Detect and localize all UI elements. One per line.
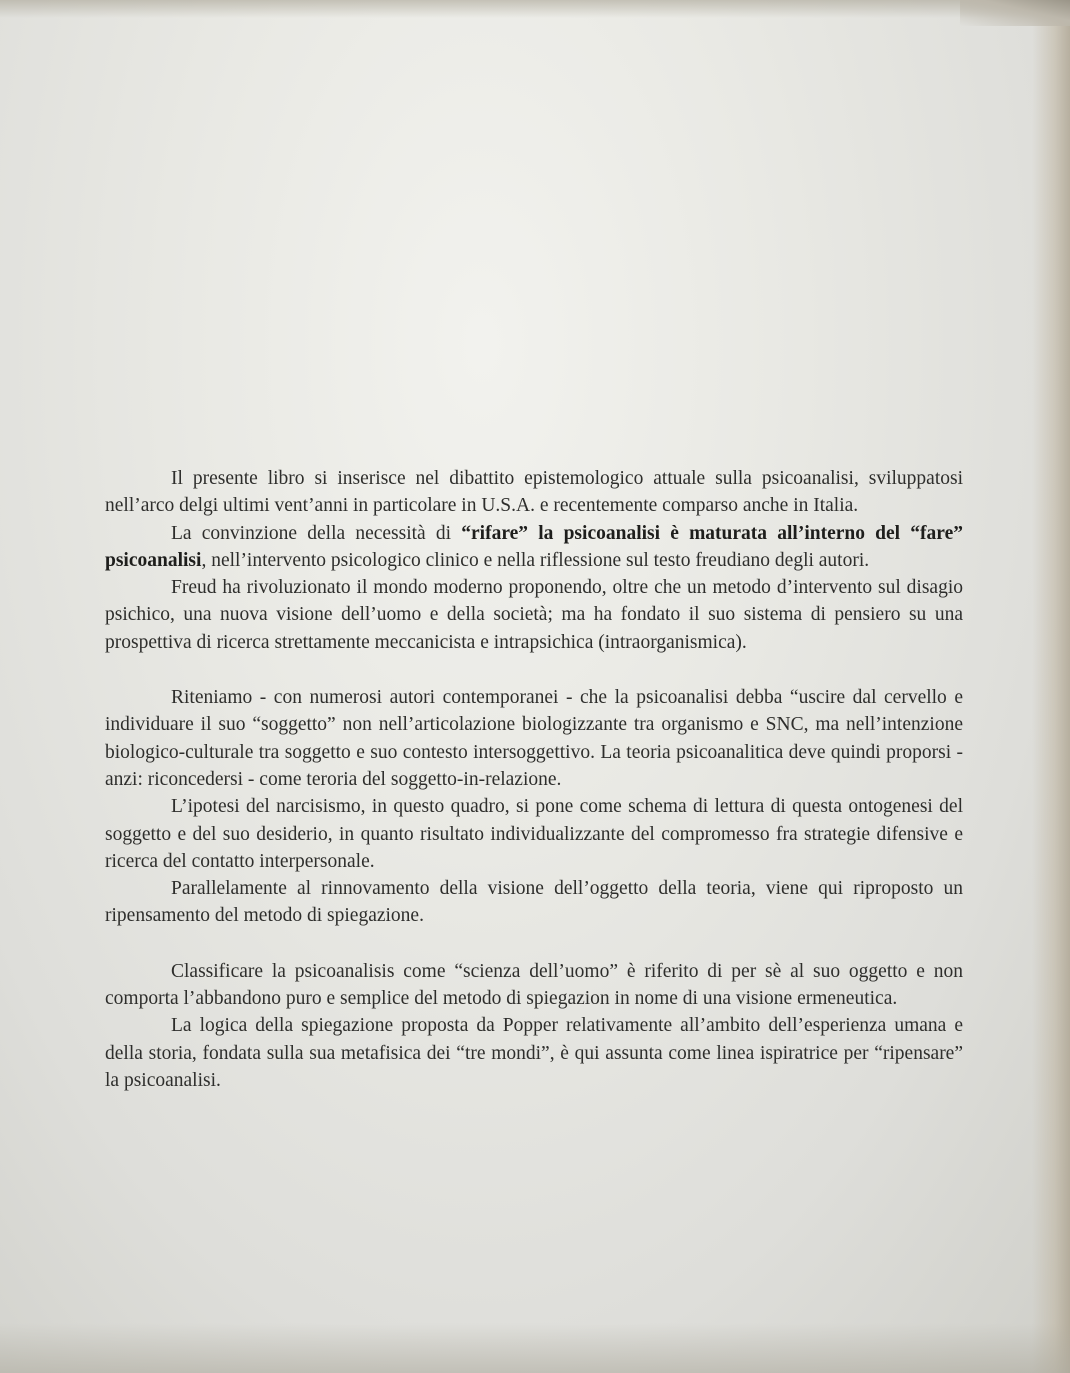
blurb-text [105, 465, 963, 1094]
paragraph-8: La logica della spiegazione proposta da Popper relativamente all’ambito dell’esperienza umana e della storia, fondata sulla sua metafisica dei “tre mondi”, è qui assunta come linea ispiratrice per “ripensare” la psicoanalisi. [105, 1015, 963, 1091]
paragraph-3: Freud ha rivoluzionato il mondo moderno proponendo, oltre che un metodo d’intervento sul disagio psichico, una nuova visione dell’uomo e della società; ma ha fondato il suo sistema di pensiero su una prospettiva di ricerca strettamente meccanicista e intrapsichica (intraorganismica). [105, 577, 963, 653]
paragraph-7: Classificare la psicoanalisis come “scienza dell’uomo” è riferito di per sè al suo oggetto e non comporta l’abbandono puro e semplice del metodo di spiegazion in nome di una visione ermeneutica. [105, 960, 963, 1010]
paragraph-2 [105, 520, 963, 575]
torn-corner [960, 0, 1070, 26]
paragraph-2-tail: , nell’intervento psicologico clinico e nella riflessione sul testo freudiano degli autori. [201, 549, 870, 571]
paragraph-5: L’ipotesi del narcisismo, in questo quadro, si pone come schema di lettura di questa ontogenesi del soggetto e del suo desiderio, in quanto risultato individualizzante del compromesso fra strategie difensive e ricerca del contatto interpersonale. [105, 796, 963, 872]
paragraph-6: Parallelamente al rinnovamento della visione dell’oggetto della teoria, viene qui riproposto un ripensamento del metodo di spiegazione. [105, 878, 963, 927]
paragraph-2-lead: La convinzione della necessità di [171, 522, 462, 544]
paper-top-edge [0, 0, 1070, 18]
paragraph-1: Il presente libro si inserisce nel dibattito epistemologico attuale sulla psicoanalisi, sviluppatosi nell’arco delgi ultimi vent’anni in particolare in U.S.A. e recentemente comparso anche in Italia. [105, 468, 963, 517]
paper-right-edge [1032, 0, 1070, 1373]
paper-bottom-edge [0, 1323, 1070, 1373]
paragraph-4: Riteniamo - con numerosi autori contemporanei - che la psicoanalisi debba “uscire dal cervello e individuare il suo “soggetto” non nell’articolazione biologizzante tra organismo e SNC, ma nell’intenzione biologico-culturale tra soggetto e suo contesto intersoggettivo. La teoria psicoanalitica deve quindi proporsi - anzi: riconcedersi - come teroria del soggetto-in-relazione. [105, 687, 963, 790]
paragraph-2-emphasis: “rifare” la psicoanalisi è maturata all’interno del “fare” psicoanalisi [105, 522, 963, 571]
